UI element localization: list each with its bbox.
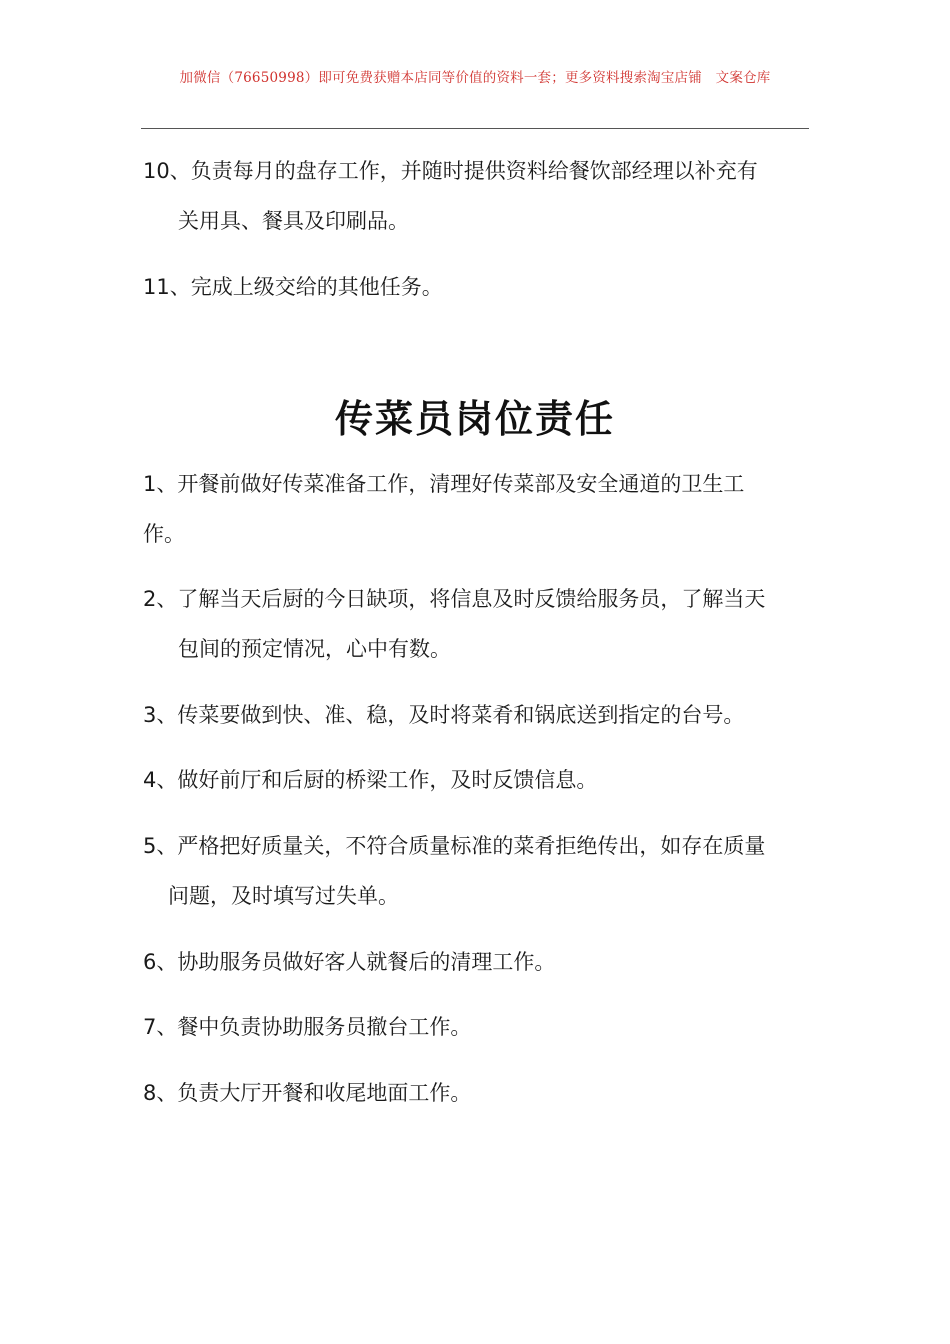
duty-item-2-line1: 2、了解当天后厨的今日缺项，将信息及时反馈给服务员，了解当天 <box>143 587 766 611</box>
duty-item-7-line1: 7、餐中负责协助服务员撤台工作。 <box>143 1015 472 1039</box>
list-item-10-line1: 10、负责每月的盘存工作，并随时提供资料给餐饮部经理以补充有 <box>143 159 758 183</box>
list-item-10-line2: 关用具、餐具及印刷品。 <box>178 209 409 233</box>
duty-item-3-line1: 3、传菜要做到快、准、稳，及时将菜肴和锅底送到指定的台号。 <box>143 703 745 727</box>
duty-item-5-line1: 5、严格把好质量关，不符合质量标准的菜肴拒绝传出，如存在质量 <box>143 834 766 858</box>
duty-item-2-line2: 包间的预定情况，心中有数。 <box>178 637 451 661</box>
header-promo-note: 加微信（76650998）即可免费获赠本店同等价值的资料一套；更多资料搜索淘宝店铺 文案仓库 <box>179 70 771 86</box>
duty-item-8-line1: 8、负责大厅开餐和收尾地面工作。 <box>143 1081 472 1105</box>
duty-item-5-line2: 问题，及时填写过失单。 <box>168 884 399 908</box>
section-title: 传菜员岗位责任 <box>334 397 615 441</box>
duty-item-4-line1: 4、做好前厅和后厨的桥梁工作，及时反馈信息。 <box>143 768 598 792</box>
header-divider <box>141 128 809 129</box>
duty-item-1-line1: 1、开餐前做好传菜准备工作，清理好传菜部及安全通道的卫生工 <box>143 472 745 496</box>
list-item-11-line1: 11、完成上级交给的其他任务。 <box>143 275 443 299</box>
duty-item-6-line1: 6、协助服务员做好客人就餐后的清理工作。 <box>143 950 556 974</box>
duty-item-1-line2: 作。 <box>143 522 185 546</box>
